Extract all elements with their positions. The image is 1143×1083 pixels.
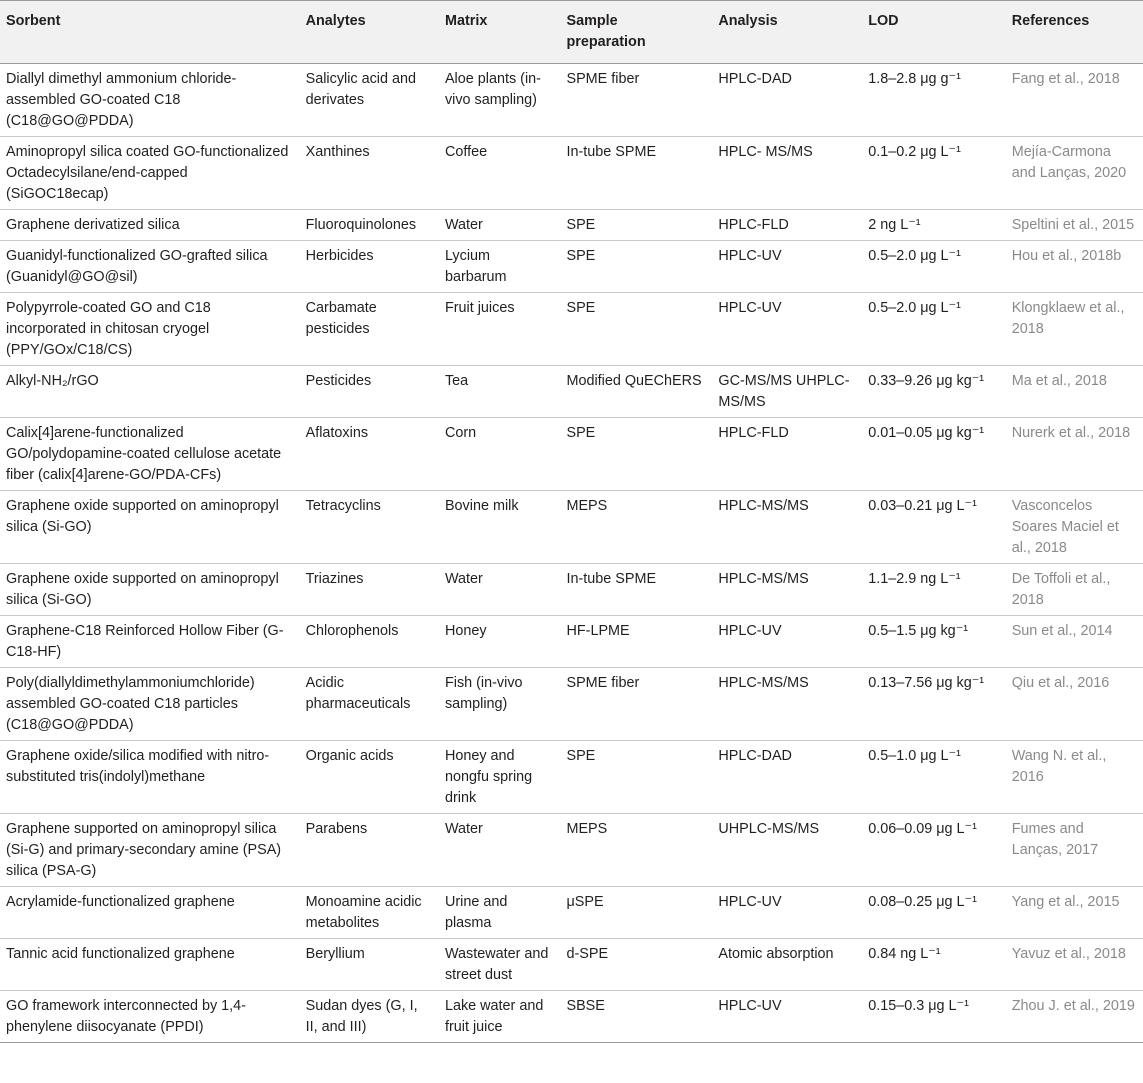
table-row (0, 366, 1143, 418)
table-header (0, 1, 1143, 64)
cell-sorbent: Graphene oxide supported on aminopropyl silica (Si-GO) (0, 564, 300, 616)
table-row (0, 293, 1143, 366)
cell-lod: 0.06–0.09 μg L⁻¹ (862, 814, 1006, 887)
cell-matrix: Corn (439, 418, 561, 491)
cell-lod: 0.03–0.21 μg L⁻¹ (862, 491, 1006, 564)
cell-lod: 0.5–2.0 μg L⁻¹ (862, 293, 1006, 366)
table-row (0, 564, 1143, 616)
cell-lod: 0.08–0.25 μg L⁻¹ (862, 887, 1006, 939)
cell-lod: 0.1–0.2 μg L⁻¹ (862, 137, 1006, 210)
cell-analytes: Parabens (300, 814, 439, 887)
cell-matrix: Fruit juices (439, 293, 561, 366)
cell-matrix: Bovine milk (439, 491, 561, 564)
cell-analysis: HPLC-MS/MS (712, 491, 862, 564)
cell-lod: 0.5–1.5 μg kg⁻¹ (862, 616, 1006, 668)
cell-reference: Fumes and Lanças, 2017 (1006, 814, 1143, 887)
cell-sample-preparation: In-tube SPME (560, 564, 712, 616)
header-lod: LOD (862, 1, 1006, 64)
cell-analysis: HPLC-DAD (712, 64, 862, 137)
cell-sample-preparation: SPE (560, 210, 712, 241)
cell-reference: Fang et al., 2018 (1006, 64, 1143, 137)
cell-matrix: Lake water and fruit juice (439, 991, 561, 1043)
cell-sorbent: Guanidyl-functionalized GO-grafted silica (Guanidyl@GO@sil) (0, 241, 300, 293)
cell-sorbent: Calix[4]arene-functionalized GO/polydopamine-coated cellulose acetate fiber (calix[4]arene-GO/PDA-CFs) (0, 418, 300, 491)
cell-sample-preparation: In-tube SPME (560, 137, 712, 210)
table-row (0, 491, 1143, 564)
table-row (0, 418, 1143, 491)
table-row (0, 210, 1143, 241)
cell-analysis: HPLC-MS/MS (712, 564, 862, 616)
cell-analytes: Triazines (300, 564, 439, 616)
cell-sample-preparation: MEPS (560, 491, 712, 564)
cell-analysis: HPLC-DAD (712, 741, 862, 814)
table-row (0, 137, 1143, 210)
cell-matrix: Urine and plasma (439, 887, 561, 939)
cell-lod: 0.33–9.26 μg kg⁻¹ (862, 366, 1006, 418)
cell-lod: 0.13–7.56 μg kg⁻¹ (862, 668, 1006, 741)
cell-analytes: Beryllium (300, 939, 439, 991)
cell-analysis: HPLC-FLD (712, 210, 862, 241)
cell-analytes: Sudan dyes (G, I, II, and III) (300, 991, 439, 1043)
cell-matrix: Water (439, 564, 561, 616)
header-analytes: Analytes (300, 1, 439, 64)
cell-matrix: Wastewater and street dust (439, 939, 561, 991)
cell-sample-preparation: SPE (560, 418, 712, 491)
cell-analysis: HPLC-UV (712, 241, 862, 293)
cell-lod: 0.01–0.05 μg kg⁻¹ (862, 418, 1006, 491)
cell-analytes: Fluoroquinolones (300, 210, 439, 241)
cell-analytes: Salicylic acid and derivates (300, 64, 439, 137)
table-row (0, 616, 1143, 668)
cell-matrix: Coffee (439, 137, 561, 210)
cell-analysis: HPLC- MS/MS (712, 137, 862, 210)
cell-sample-preparation: SPME fiber (560, 64, 712, 137)
cell-analysis: UHPLC-MS/MS (712, 814, 862, 887)
cell-sample-preparation: SPME fiber (560, 668, 712, 741)
cell-sorbent: Graphene-C18 Reinforced Hollow Fiber (G-C18-HF) (0, 616, 300, 668)
table-row (0, 991, 1143, 1043)
cell-analysis: HPLC-UV (712, 887, 862, 939)
cell-sorbent: Tannic acid functionalized graphene (0, 939, 300, 991)
cell-sorbent: Alkyl-NH₂/rGO (0, 366, 300, 418)
cell-reference: De Toffoli et al., 2018 (1006, 564, 1143, 616)
cell-sorbent: Graphene oxide supported on aminopropyl silica (Si-GO) (0, 491, 300, 564)
cell-sorbent: Acrylamide-functionalized graphene (0, 887, 300, 939)
cell-reference: Nurerk et al., 2018 (1006, 418, 1143, 491)
cell-analytes: Pesticides (300, 366, 439, 418)
cell-sorbent: Poly(diallyldimethylammoniumchloride) assembled GO-coated C18 particles (C18@GO@PDDA) (0, 668, 300, 741)
cell-sorbent: Graphene oxide/silica modified with nitro-substituted tris(indolyl)methane (0, 741, 300, 814)
cell-sorbent: Polypyrrole-coated GO and C18 incorporated in chitosan cryogel (PPY/GOx/C18/CS) (0, 293, 300, 366)
cell-sorbent: Diallyl dimethyl ammonium chloride-assembled GO-coated C18 (C18@GO@PDDA) (0, 64, 300, 137)
cell-lod: 1.1–2.9 ng L⁻¹ (862, 564, 1006, 616)
table-row (0, 741, 1143, 814)
cell-analysis: Atomic absorption (712, 939, 862, 991)
header-matrix: Matrix (439, 1, 561, 64)
cell-sample-preparation: μSPE (560, 887, 712, 939)
cell-matrix: Lycium barbarum (439, 241, 561, 293)
header-row (0, 1, 1143, 64)
cell-analysis: HPLC-UV (712, 991, 862, 1043)
table-row (0, 668, 1143, 741)
cell-matrix: Honey and nongfu spring drink (439, 741, 561, 814)
cell-reference: Mejía-Carmona and Lanças, 2020 (1006, 137, 1143, 210)
cell-reference: Wang N. et al., 2016 (1006, 741, 1143, 814)
cell-reference: Hou et al., 2018b (1006, 241, 1143, 293)
cell-analytes: Herbicides (300, 241, 439, 293)
cell-reference: Vasconcelos Soares Maciel et al., 2018 (1006, 491, 1143, 564)
cell-reference: Zhou J. et al., 2019 (1006, 991, 1143, 1043)
header-analysis: Analysis (712, 1, 862, 64)
table-row (0, 814, 1143, 887)
cell-sample-preparation: HF-LPME (560, 616, 712, 668)
cell-analytes: Acidic pharmaceuticals (300, 668, 439, 741)
cell-sample-preparation: SPE (560, 741, 712, 814)
table-row (0, 887, 1143, 939)
cell-lod: 0.5–1.0 μg L⁻¹ (862, 741, 1006, 814)
cell-analytes: Xanthines (300, 137, 439, 210)
table-body (0, 64, 1143, 1043)
cell-reference: Ma et al., 2018 (1006, 366, 1143, 418)
cell-reference: Yang et al., 2015 (1006, 887, 1143, 939)
cell-matrix: Water (439, 210, 561, 241)
cell-lod: 1.8–2.8 μg g⁻¹ (862, 64, 1006, 137)
cell-matrix: Water (439, 814, 561, 887)
cell-analytes: Organic acids (300, 741, 439, 814)
cell-lod: 2 ng L⁻¹ (862, 210, 1006, 241)
table-row (0, 241, 1143, 293)
cell-sorbent: Graphene derivatized silica (0, 210, 300, 241)
cell-reference: Klongklaew et al., 2018 (1006, 293, 1143, 366)
cell-analysis: HPLC-UV (712, 616, 862, 668)
cell-sample-preparation: d-SPE (560, 939, 712, 991)
header-references: References (1006, 1, 1143, 64)
table-row (0, 939, 1143, 991)
cell-reference: Qiu et al., 2016 (1006, 668, 1143, 741)
cell-reference: Speltini et al., 2015 (1006, 210, 1143, 241)
cell-analysis: HPLC-MS/MS (712, 668, 862, 741)
cell-analysis: GC-MS/MS UHPLC-MS/MS (712, 366, 862, 418)
cell-analytes: Monoamine acidic metabolites (300, 887, 439, 939)
cell-sorbent: Aminopropyl silica coated GO-functionalized Octadecylsilane/end-capped (SiGOC18ecap) (0, 137, 300, 210)
cell-analytes: Carbamate pesticides (300, 293, 439, 366)
cell-matrix: Fish (in-vivo sampling) (439, 668, 561, 741)
header-sample-preparation: Sample preparation (560, 1, 712, 64)
cell-analytes: Tetracyclins (300, 491, 439, 564)
cell-sorbent: GO framework interconnected by 1,4-phenylene diisocyanate (PPDI) (0, 991, 300, 1043)
table-row (0, 64, 1143, 137)
cell-analysis: HPLC-FLD (712, 418, 862, 491)
cell-sorbent: Graphene supported on aminopropyl silica (Si-G) and primary-secondary amine (PSA) silica (PSA-G) (0, 814, 300, 887)
cell-lod: 0.84 ng L⁻¹ (862, 939, 1006, 991)
cell-reference: Yavuz et al., 2018 (1006, 939, 1143, 991)
header-sorbent: Sorbent (0, 1, 300, 64)
cell-matrix: Aloe plants (in-vivo sampling) (439, 64, 561, 137)
cell-analytes: Chlorophenols (300, 616, 439, 668)
cell-analytes: Aflatoxins (300, 418, 439, 491)
cell-sample-preparation: SPE (560, 241, 712, 293)
cell-analysis: HPLC-UV (712, 293, 862, 366)
cell-reference: Sun et al., 2014 (1006, 616, 1143, 668)
cell-lod: 0.5–2.0 μg L⁻¹ (862, 241, 1006, 293)
cell-sample-preparation: Modified QuEChERS (560, 366, 712, 418)
cell-matrix: Honey (439, 616, 561, 668)
cell-lod: 0.15–0.3 μg L⁻¹ (862, 991, 1006, 1043)
cell-matrix: Tea (439, 366, 561, 418)
cell-sample-preparation: SBSE (560, 991, 712, 1043)
cell-sample-preparation: SPE (560, 293, 712, 366)
cell-sample-preparation: MEPS (560, 814, 712, 887)
